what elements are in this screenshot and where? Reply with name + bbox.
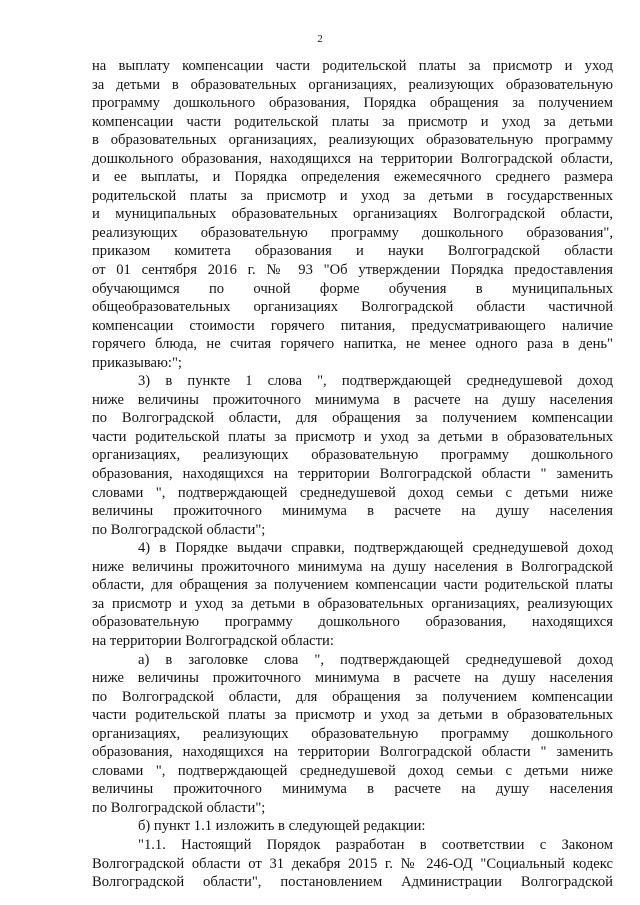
text-line: по Волгоградской области, для обращения за получением компенсации	[92, 410, 613, 427]
text-line: обучающимся по очной форме обучения в муниципальных	[92, 280, 613, 297]
text-line: 3) в пункте 1 слова ", подтверждающей среднедушевой доход	[138, 373, 613, 390]
text-line: программу дошкольного образования, Порядка обращения за получением	[92, 95, 613, 112]
document-body	[92, 57, 613, 892]
text-line: 4) в Порядке выдачи справки, подтверждающей среднедушевой доход	[138, 540, 613, 557]
text-line: величины прожиточного минимума в расчете на душу населения	[92, 503, 613, 520]
text-line: Волгоградской области", постановлением Администрации Волгоградской	[92, 874, 613, 891]
text-line: родительской платы за присмотр и уход за детьми в государственных	[92, 187, 613, 204]
text-line: горячего блюда, не считая горячего напитка, не менее одного раза в день"	[92, 336, 613, 353]
page-number: 2	[317, 33, 323, 45]
text-line: за детьми в образовательных организациях, реализующих образовательную	[92, 76, 613, 93]
text-line: и муниципальных образовательных организациях Волгоградской области,	[92, 206, 613, 223]
text-line: компенсации стоимости горячего питания, предусматривающего наличие	[92, 317, 613, 334]
text-line: ниже величины прожиточного минимума в расчете на душу населения	[92, 670, 613, 687]
text-line: от 01 сентября 2016 г. № 93 "Об утверждении Порядка предоставления	[92, 262, 613, 279]
text-line: приказываю:";	[92, 354, 182, 371]
text-line: и ее выплаты, и Порядка определения ежемесячного среднего размера	[92, 169, 613, 186]
text-line: организациях, реализующих образовательную программу дошкольного	[92, 447, 613, 464]
text-line: образования, находящихся на территории Волгоградской области " заменить	[92, 466, 613, 483]
text-line: по Волгоградской области";	[92, 521, 266, 538]
text-line: за присмотр и уход за детьми в образовательных организациях, реализующих	[92, 595, 613, 612]
text-line: словами ", подтверждающей среднедушевой доход семьи с детьми ниже	[92, 484, 613, 501]
text-line: общеобразовательных организациях Волгоградской области частичной	[92, 299, 613, 316]
text-line: "1.1. Настоящий Порядок разработан в соответствии с Законом	[138, 836, 613, 853]
text-line: на выплату компенсации части родительской платы за присмотр и уход	[92, 58, 613, 74]
text-line: дошкольного образования, находящихся на территории Волгоградской области,	[92, 150, 613, 167]
text-line: компенсации части родительской платы за присмотр и уход за детьми	[92, 113, 613, 130]
text-line: б) пункт 1.1 изложить в следующей редакции:	[138, 818, 426, 835]
text-line: а) в заголовке слова ", подтверждающей среднедушевой доход	[138, 651, 613, 668]
text-line: по Волгоградской области";	[92, 799, 266, 816]
text-line: на территории Волгоградской области:	[92, 632, 334, 649]
text-line: части родительской платы за присмотр и уход за детьми в образовательных	[92, 707, 613, 724]
text-line: образования, находящихся на территории Волгоградской области " заменить	[92, 744, 613, 761]
text-line: ниже величины прожиточного минимума в расчете на душу населения	[92, 391, 613, 408]
text-line: Волгоградской области от 31 декабря 2015 г. № 246-ОД "Социальный кодекс	[92, 855, 613, 872]
text-line: организациях, реализующих образовательную программу дошкольного	[92, 725, 613, 742]
text-line: величины прожиточного минимума в расчете на душу населения	[92, 781, 613, 798]
text-line: приказом комитета образования и науки Волгоградской области	[92, 243, 613, 260]
text-line: по Волгоградской области, для обращения за получением компенсации	[92, 688, 613, 705]
text-line: образовательную программу дошкольного образования, находящихся	[92, 614, 613, 631]
text-line: области, для обращения за получением компенсации части родительской платы	[92, 577, 613, 594]
text-line: словами ", подтверждающей среднедушевой доход семьи с детьми ниже	[92, 762, 613, 779]
text-line: реализующих образовательную программу дошкольного образования",	[92, 224, 613, 241]
text-line: в образовательных организациях, реализующих образовательную программу	[92, 132, 613, 149]
text-line: ниже величины прожиточного минимума на душу населения в Волгоградской	[92, 558, 613, 575]
text-line: части родительской платы за присмотр и уход за детьми в образовательных	[92, 428, 613, 445]
